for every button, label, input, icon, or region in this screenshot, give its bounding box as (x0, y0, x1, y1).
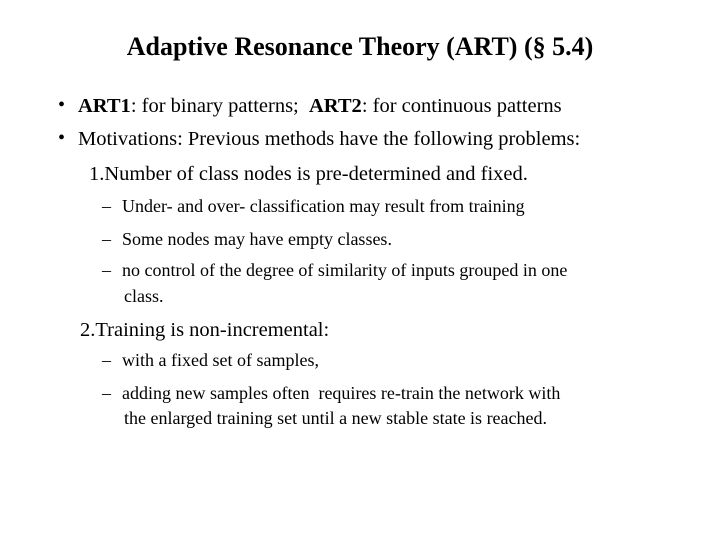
subpoint-continuation: the enlarged training set until a new stable state is reached. (124, 408, 548, 428)
subpoint-text: adding new samples often requires re-train the network with (122, 383, 561, 403)
dash-marker: – (102, 350, 111, 370)
subpoint-text: Under- and over- classification may result from training (122, 196, 525, 216)
bullet-marker: • (58, 94, 66, 116)
art2-description: : for continuous patterns (361, 95, 562, 117)
subpoint-text: no control of the degree of similarity of inputs grouped in one (122, 260, 568, 280)
dash-marker: – (102, 260, 111, 280)
subpoint-continuation: class. (124, 286, 164, 306)
subpoint-text: Some nodes may have empty classes. (122, 229, 392, 249)
subpoint (102, 227, 392, 251)
slide-title: Adaptive Resonance Theory (ART) (§ 5.4) (126, 32, 594, 61)
dash-marker: – (102, 229, 111, 249)
bullet-art-types (78, 93, 562, 119)
subpoint (102, 258, 567, 282)
art2-label: ART2 (309, 95, 362, 117)
subpoint (102, 381, 560, 405)
problem-heading: 2.Training is non-incremental: (80, 319, 330, 341)
bullet-motivations: Motivations: Previous methods have the following problems: (78, 128, 581, 150)
dash-marker: – (102, 196, 111, 216)
art1-description: : for binary patterns; (130, 95, 309, 117)
subpoint (102, 194, 525, 218)
subpoint-text: with a fixed set of samples, (122, 350, 319, 370)
problem-heading: 1.Number of class nodes is pre-determined and fixed. (89, 163, 528, 185)
art1-label: ART1 (78, 95, 131, 117)
bullet-marker: • (58, 127, 66, 149)
dash-marker: – (102, 383, 111, 403)
subpoint (102, 348, 319, 372)
